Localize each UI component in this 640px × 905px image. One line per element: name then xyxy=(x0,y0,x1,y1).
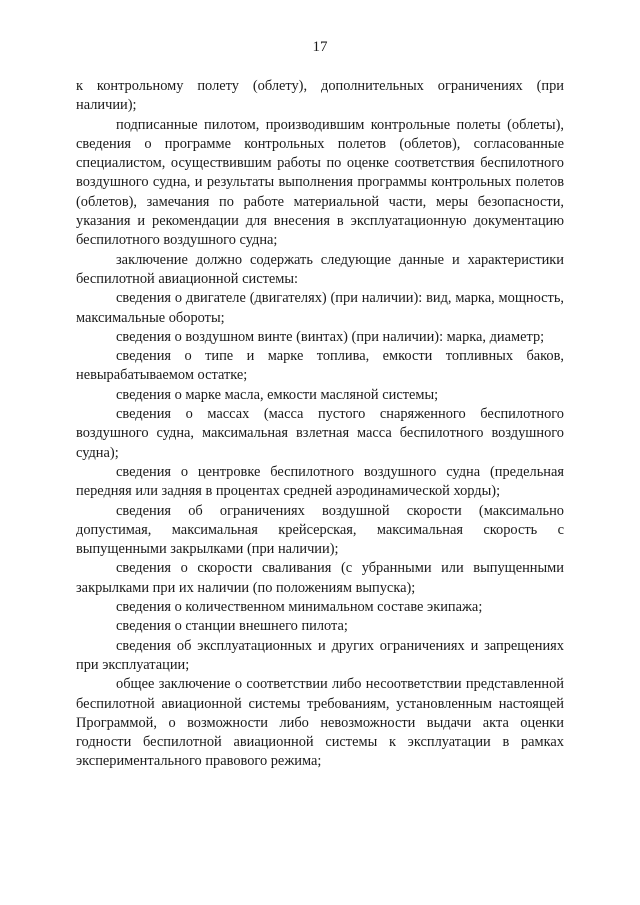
document-body xyxy=(76,77,564,772)
paragraph-3: заключение должно содержать следующие данные и характеристики беспилотной авиационной системы: xyxy=(76,251,564,287)
paragraph-7: сведения о марке масла, емкости масляной системы; xyxy=(116,386,439,403)
paragraph-12: сведения о количественном минимальном составе экипажа; xyxy=(116,599,483,616)
page-number: 17 xyxy=(312,39,328,55)
paragraph-2: подписанные пилотом, производившим контрольные полеты (облеты), сведения о программе контрольных полетов (облетов), согласованные специалистом, осуществившим работы по оценке соответствия беспилотного воздушного судна, и результаты выполнения программы контрольных полетов (облетов), замечания по работе материальной части, меры безопасности, указания и рекомендации для внесения в эксплуатационную документацию беспилотного воздушного судна; xyxy=(76,116,564,249)
paragraph-9: сведения о центровке беспилотного воздушного судна (предельная передняя или задняя в процентах средней аэродинамической хорды); xyxy=(76,463,564,500)
paragraph-1: к контрольному полету (облету), дополнительных ограничениях (при наличии); xyxy=(76,78,564,114)
paragraph-13: сведения о станции внешнего пилота; xyxy=(116,618,348,635)
paragraph-15: общее заключение о соответствии либо несоответствии представленной беспилотной авиационной системы требованиям, установленным настоящей Программой, о возможности либо невозможности выдачи акта оценки годности беспилотной авиационной системы к эксплуатации в рамках экспериментального правового режима; xyxy=(76,676,564,770)
paragraph-8: сведения о массах (масса пустого снаряженного беспилотного воздушного судна, максимальная взлетная масса беспилотного воздушного судна); xyxy=(76,406,564,461)
paragraph-14: сведения об эксплуатационных и других ограничениях и запрещениях при эксплуатации; xyxy=(76,637,564,673)
paragraph-5: сведения о воздушном винте (винтах) (при наличии): марка, диаметр; xyxy=(116,328,545,345)
paragraph-11: сведения о скорости сваливания (с убранными или выпущенными закрылками при их наличии (по положениям выпуска); xyxy=(76,560,564,596)
paragraph-10: сведения об ограничениях воздушной скорости (максимально допустимая, максимальная крейсерская, максимальная скорость с выпущенными закрылками (при наличии); xyxy=(76,502,564,558)
paragraph-6: сведения о типе и марке топлива, емкости топливных баков, невырабатываемом остатке; xyxy=(76,348,564,384)
paragraph-4: сведения о двигателе (двигателях) (при наличии): вид, марка, мощность, максимальные обороты; xyxy=(76,290,564,326)
